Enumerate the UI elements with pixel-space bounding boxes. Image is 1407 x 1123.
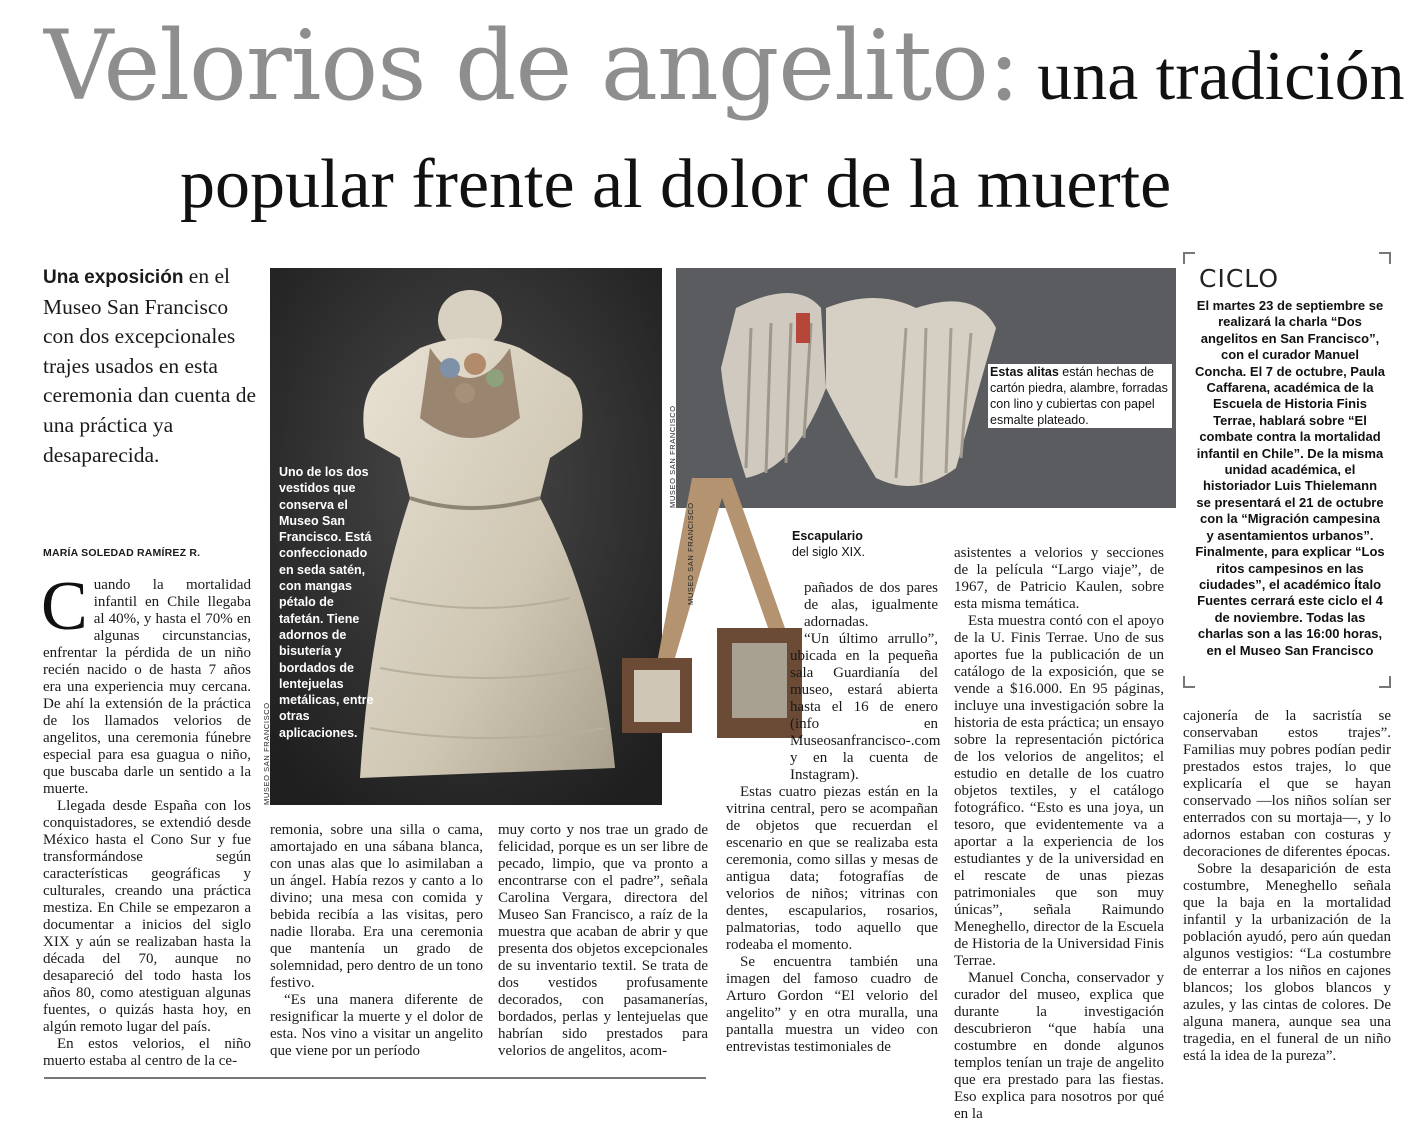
- col4-paragraph-2: “Un último arrullo”, ubicada en la pequeña sala Guardianía del museo, estará abierta hasta el 16 de enero (info en Museosanfrancisco-.com y en la cuenta de Instagram).: [790, 631, 941, 783]
- ciclo-title: CICLO: [1199, 264, 1279, 293]
- col5-paragraph-3: Manuel Concha, conservador y curador del museo, explica que durante la investigación descubrieron “que había una costumbre en donde algunos templos tenían un traje de angelito que era prestado para las fiestas. Eso explica para nosotros por qué en la: [954, 970, 1164, 1122]
- lead-text: en el Museo San Francisco con dos excepcionales trajes usados en esta ceremonia dan cuenta de una práctica ya desaparecida.: [43, 264, 257, 467]
- col2-paragraph-2: “Es una manera diferente de resignificar la muerte y el dolor de esta. Nos vino a visitar un angelito que viene por un período: [270, 992, 483, 1059]
- bottom-rule: [44, 1077, 706, 1079]
- column-5: [954, 545, 1164, 1123]
- col3-paragraph-1: muy corto y nos trae un grado de felicidad, porque es un ser libre de pecado, limpio, que va pronto a encontrarse con el padre”, señala Carolina Vergara, directora del Museo San Francisco, a raíz de la muestra que acaban de abrir y que presenta dos objetos excepcionales de su inventario textil. Se trata de dos vestidos profusamente decorados, con pasamanerías, bordados, perlas y lentejuelas que habrían sido prestados para velorios de angelitos, acom-: [498, 822, 708, 1059]
- ciclo-text: El martes 23 de septiembre se realizará la charla “Dos angelitos en San Francisco”, con el curador Manuel Concha. El 7 de octubre, Paula Caffarena, académica de la Escuela de Historia Finis Terrae, hablará sobre “El combate contra la mortalidad infantil en Chile”. De la misma unidad académica, el historiador Luis Thielemann se presentará el 21 de octubre con la “Migración campesina y asentamientos urbanos”. Finalmente, para explicar “Los ritos campesinos en las ciudades”, el académico Ítalo Fuentes cerrará este ciclo el 4 de noviembre. Todas las charlas son a las 16:00 horas, en el Museo San Francisco: [1195, 298, 1385, 658]
- column-3: [498, 822, 708, 1060]
- col1-paragraph-3: En estos velorios, el niño muerto estaba al centro de la ce-: [43, 1036, 251, 1069]
- headline-part-1: Velorios de angelito:: [44, 10, 1020, 122]
- lead-bold: Una exposición: [43, 267, 184, 288]
- dress-caption: Uno de los dos vestidos que conserva el Museo San Francisco. Está confeccionado en seda satén, con mangas pétalo de tafetán. Tiene adornos de bisutería y bordados de lentejuelas metálicas, entre otras aplicaciones.: [279, 465, 374, 740]
- dress-photo-credit: MUSEO SAN FRANCISCO: [262, 702, 271, 805]
- wings-caption: [988, 364, 1172, 428]
- byline: MARÍA SOLEDAD RAMÍREZ R.: [43, 547, 201, 559]
- col6-paragraph-2: Sobre la desaparición de esta costumbre, Meneghello señala que la baja en la mortalidad infantil y la urbanización de la población ayudó, pero aún quedan algunos vestigios: “La costumbre de enterrar a los niños en cajones blancos; los globos blancos y azules, y las cintas de colores. De alguna manera, aunque sea una tragedia, en el funeral de un niño está la idea de la pureza”.: [1183, 861, 1391, 1064]
- col5-paragraph-2: Esta muestra contó con el apoyo de la U. Finis Terrae. Uno de sus aportes fue la publicación de un catálogo de la exposición, que se vende a $16.000. En 95 páginas, incluye una investigación sobre la historia de esta práctica; un ensayo sobre la representación pictórica de los velorios de angelitos; el estudio en detalle de los cuatro objetos textiles, y el catálogo fotográfico. “Esto es una joya, un tesoro, que evidentemente va a aportar a la experiencia de los estudiantes y de la universidad en el rescate de unas piezas patrimoniales que son muy únicas”, señala Raimundo Meneghello, director de la Escuela de Historia de la Universidad Finis Terrae.: [954, 613, 1164, 969]
- wings-photo-credit: MUSEO SAN FRANCISCO: [668, 405, 677, 508]
- col4-paragraph-3: Estas cuatro piezas están en la vitrina central, pero se acompañan de objetos que recuerdan el escenario en que se realizaba esta ceremonia, como sillas y mesas de antigua data; fotografías de velorios de niños; vitrinas con dentes, escapularios, rosarios, palmatorias, todo aquello que rodeaba el momento.: [726, 784, 938, 953]
- headline-line-1: [44, 10, 1405, 122]
- drop-cap: C: [41, 568, 88, 645]
- col1-paragraph-2: Llegada desde España con los conquistadores, se extendió desde México hasta el Cono Sur y fue transformándose según características geográficas y culturales, creando una práctica mestiza. En Chile se empezaron a documentar a inicios del siglo XIX y aún se realizaban hasta la década del 70, aunque no desapareció del todo hasta los años 80, como atestiguan algunas fuentes, o quizás hasta hoy, en algún remoto lugar del país.: [43, 798, 251, 1035]
- scapular-caption: [792, 528, 902, 560]
- lead-paragraph: [43, 262, 258, 470]
- col4-paragraph-1: pañados de dos pares de alas, igualmente adornadas.: [804, 580, 938, 630]
- col5-paragraph-1: asistentes a velorios y secciones de la película “Largo viaje”, de 1967, de Patricio Kaulen, sobre esta misma temática.: [954, 545, 1164, 612]
- col4-paragraph-4: Se encuentra también una imagen del famoso cuadro de Arturo Gordon “El velorio del angelito” y en otra muralla, una pantalla muestra un video con entrevistas testimoniales de: [726, 954, 938, 1055]
- wings-caption-bold: Estas alitas: [990, 365, 1059, 379]
- scapular-caption-bold: Escapulario: [792, 529, 863, 543]
- column-1: [41, 568, 251, 1070]
- scapular-caption-text: del siglo XIX.: [792, 545, 865, 559]
- scapular-photo-credit: MUSEO SAN FRANCISCO: [686, 502, 695, 605]
- ciclo-box: [1183, 252, 1391, 688]
- col1-paragraph-1: Cuando la mortalidad infantil en Chile llegaba al 40%, y hasta el 70% en algunas circunstancias, enfrentar la pérdida de un niño recién nacido o de hasta 7 años era una experiencia muy cercana. De ahí la extensión de la práctica de los llamados velorios de angelitos, una ceremonia fúnebre especial para esa guagua o niño, que buscaba darle un sentido a la muerte.: [41, 568, 251, 797]
- wings-caption-text: están hechas de cartón piedra, alambre, forradas con lino y cubiertas con papel esmalte plateado.: [990, 365, 1168, 427]
- column-2: [270, 822, 483, 1060]
- col6-paragraph-1: cajonería de la sacristía se conservaban estos trajes”. Familias muy pobres podían pedir prestados estos trajes, lo que explicaría el que se hayan conservado —los niños solían ser enterrados con su mortaja—, y lo adornos estaban con costuras y decoraciones de diferentes épocas.: [1183, 708, 1391, 860]
- column-4: [726, 580, 941, 1056]
- headline-part-2: una tradición: [1037, 38, 1405, 115]
- column-6: [1183, 708, 1391, 1065]
- headline-line-2: popular frente al dolor de la muerte: [180, 146, 1172, 223]
- col2-paragraph-1: remonia, sobre una silla o cama, amortajado en una sábana blanca, con unas alas que lo asimilaban a un ángel. Había rezos y canto a lo divino; una mesa con comida y bebida recibía a las visitas, pero nadie lloraba. Era una ceremonia que mantenía un grado de solemnidad, pero dentro de un tono festivo.: [270, 822, 483, 991]
